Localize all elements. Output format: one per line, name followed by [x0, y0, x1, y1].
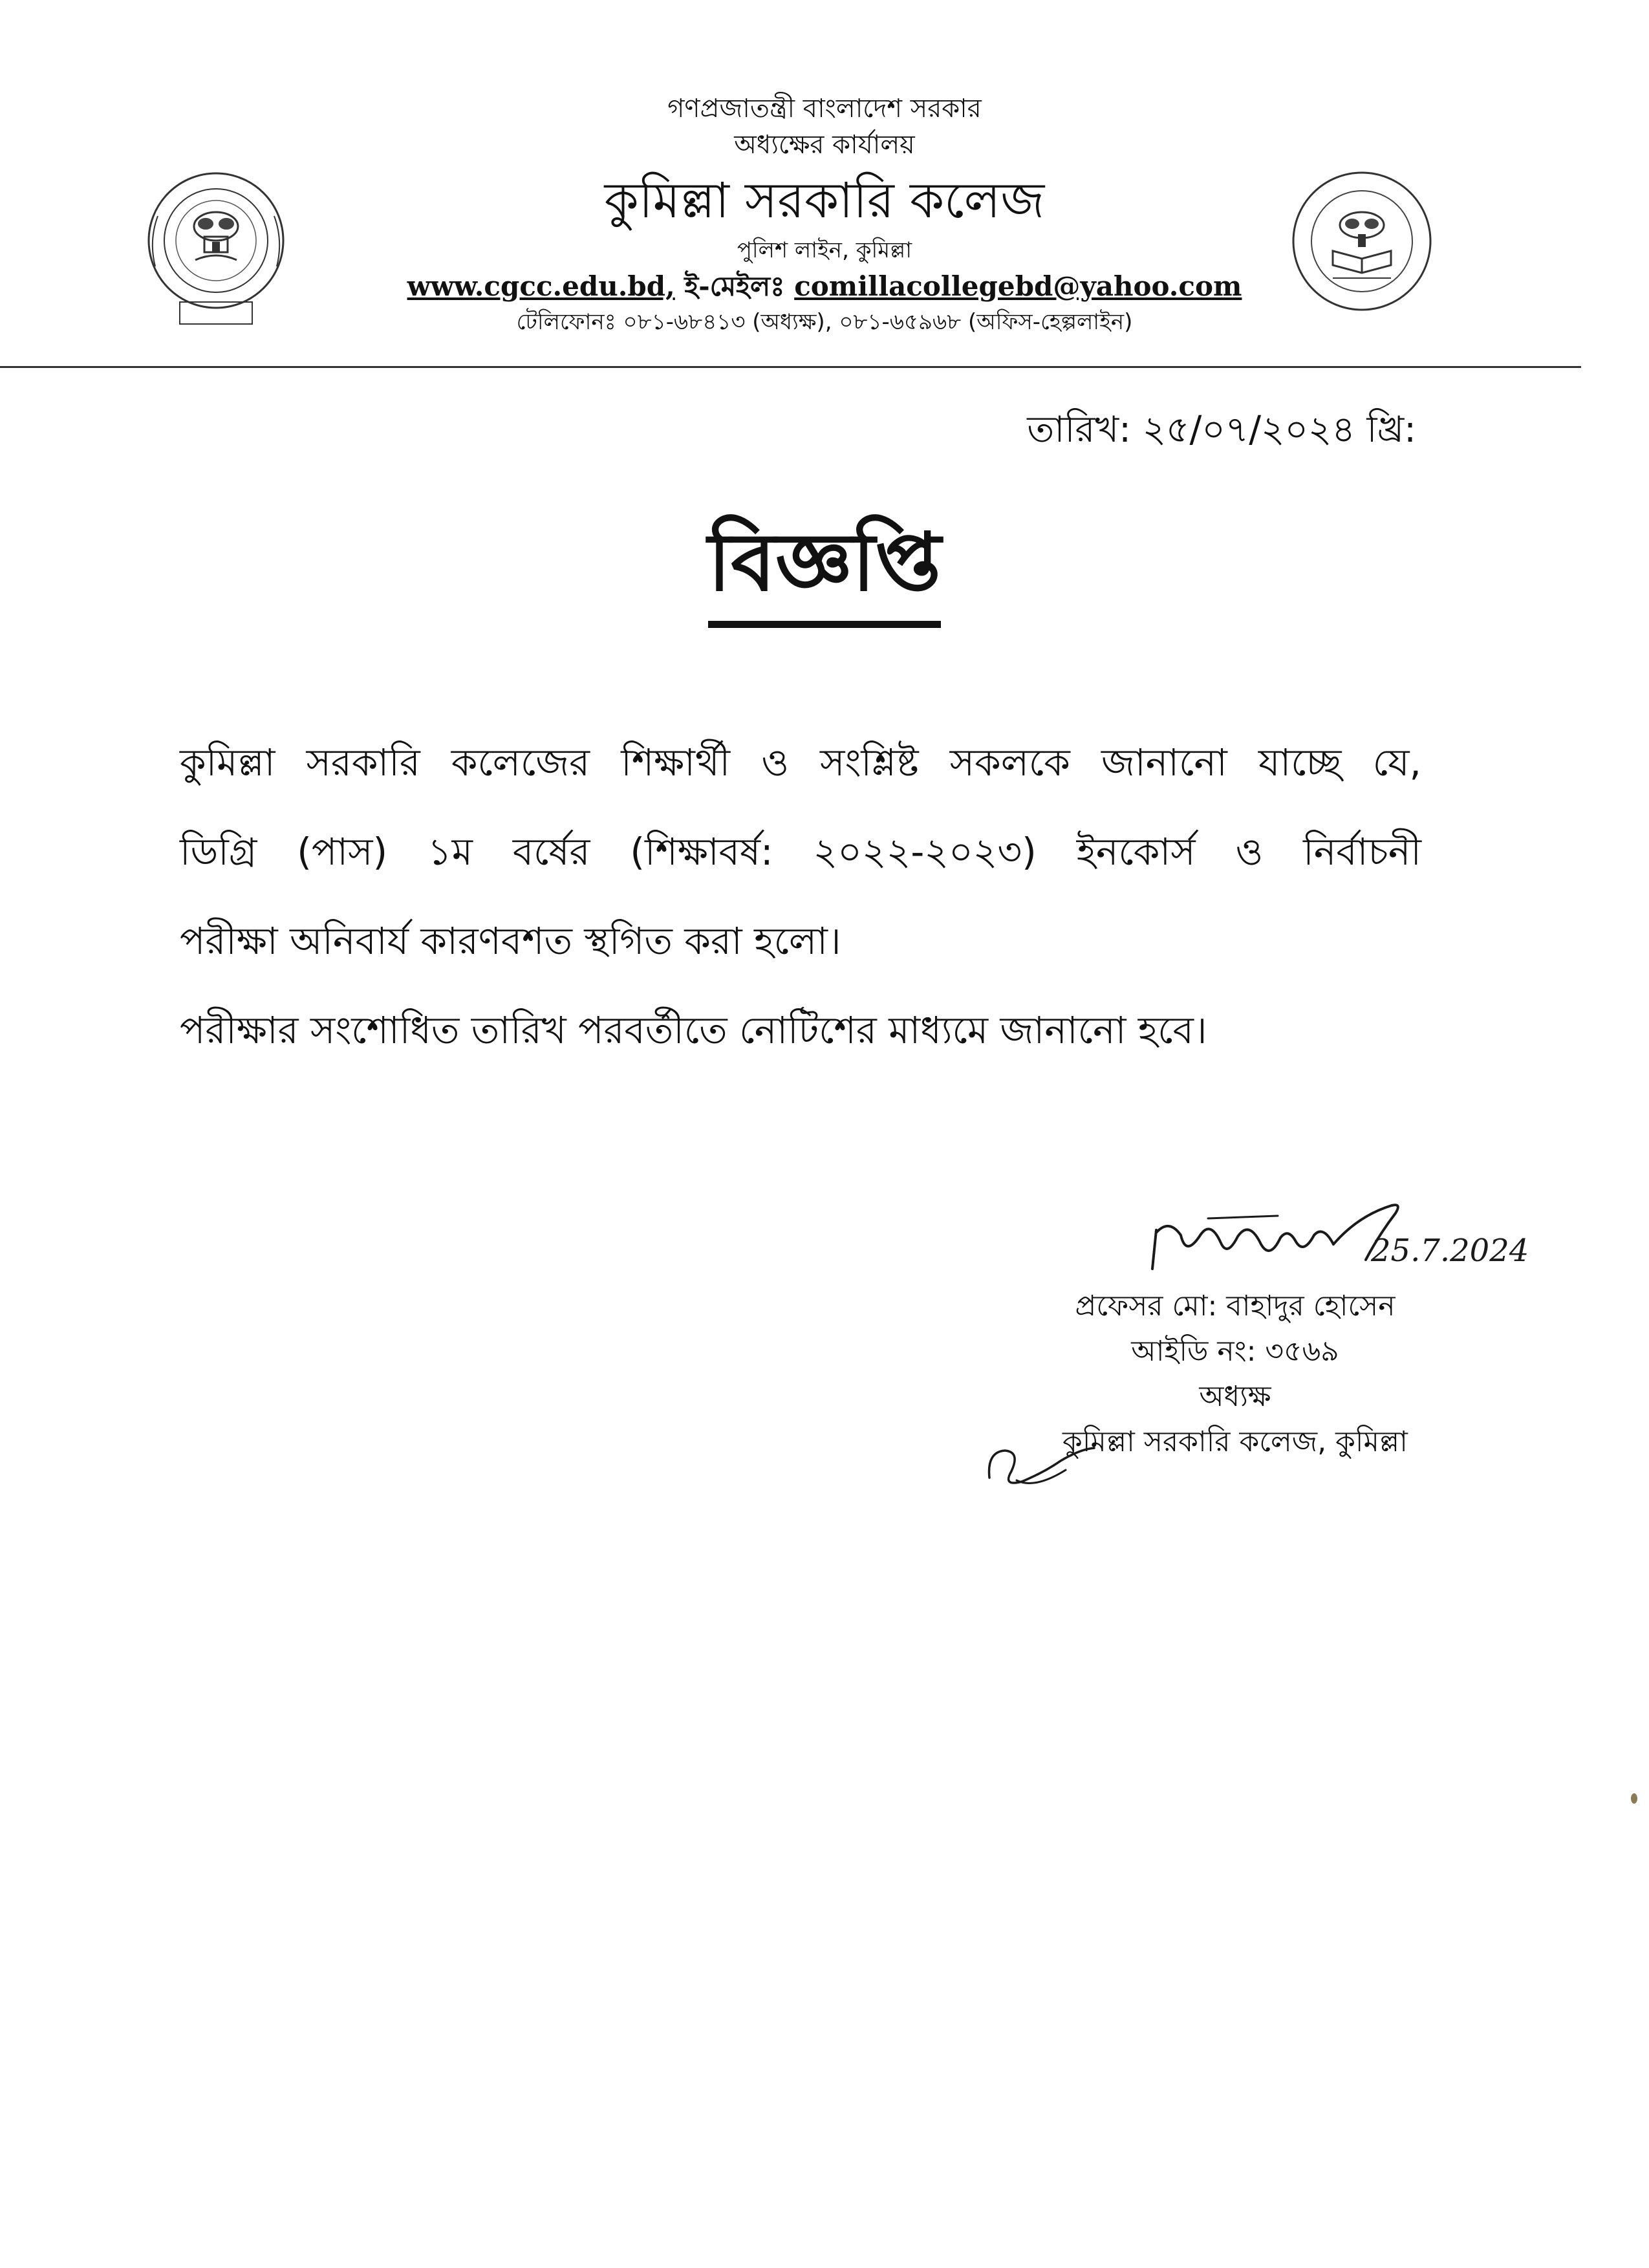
- notice-line: কুমিল্লা সরকারি কলেজের শিক্ষার্থী ও সংশ্লিষ্ট সকলকে জানানো যাচ্ছে যে,: [180, 740, 1421, 784]
- notice-title: [0, 511, 1649, 628]
- signatory-id: আইডি নং: ৩৫৬৯: [1131, 1335, 1339, 1368]
- signatory-institution: কুমিল্লা সরকারি কলেজ, কুমিল্লা: [1062, 1425, 1408, 1458]
- scan-speck-icon: [1630, 1791, 1639, 1806]
- notice-line: পরীক্ষা অনিবার্য কারণবশত স্থগিত করা হলো।: [180, 919, 841, 963]
- signature-date: 25.7.2024: [1371, 1233, 1529, 1269]
- notice-line: পরীক্ষার সংশোধিত তারিখ পরবর্তীতে নোটিশের মাধ্যমে জানানো হবে।: [180, 1008, 1207, 1052]
- email-link[interactable]: comillacollegebd@yahoo.com: [794, 270, 1242, 302]
- notice-date: তারিখ: ২৫/০৭/২০২৪ খ্রি:: [1027, 409, 1416, 451]
- college-address: পুলিশ লাইন, কুমিল্লা: [737, 237, 912, 263]
- college-name: কুমিল্লা সরকারি কলেজ: [604, 171, 1045, 229]
- notice-line: ডিগ্রি (পাস) ১ম বর্ষের (শিক্ষাবর্ষ: ২০২২-২০২৩) ইনকোর্স ও নির্বাচনী: [180, 830, 1421, 874]
- header-divider: [0, 366, 1581, 368]
- notice-body: [180, 718, 1421, 1075]
- website-link[interactable]: www.cgcc.edu.bd,: [407, 270, 675, 302]
- book-seal-icon: [1290, 169, 1434, 313]
- contact-web-email: [362, 268, 1287, 305]
- signatory-name: প্রফেসর মো: বাহাদুর হোসেন: [1075, 1290, 1396, 1323]
- letterhead: [362, 91, 1287, 339]
- phone-numbers: টেলিফোনঃ ০৮১-৬৮৪১৩ (অধ্যক্ষ), ০৮১-৬৫৯৬৮ (অফিস-হেল্পলাইন): [516, 309, 1133, 335]
- email-label: ই-মেইলঃ: [684, 270, 785, 302]
- notice-title-text: বিজ্ঞপ্তি: [708, 511, 942, 628]
- initial-mark-icon: [983, 1432, 1099, 1494]
- government-name: গণপ্রজাতন্ত্রী বাংলাদেশ সরকার: [667, 94, 982, 124]
- office-name: অধ্যক্ষের কার্যালয়: [734, 130, 915, 160]
- college-seal-icon: [141, 169, 291, 331]
- signatory-designation: অধ্যক্ষ: [1199, 1380, 1271, 1413]
